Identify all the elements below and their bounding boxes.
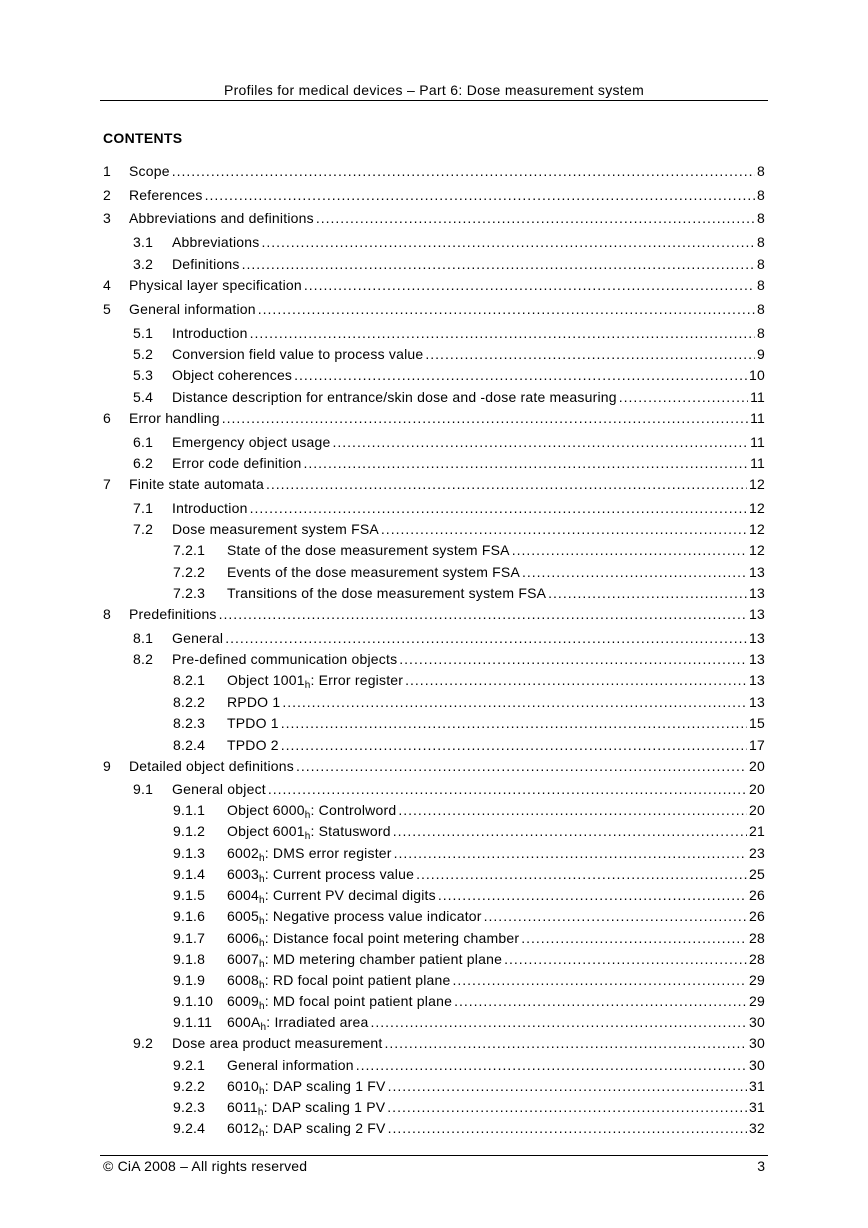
toc-entry-page: 13 [749, 630, 765, 646]
toc-entry-page: 12 [749, 542, 765, 558]
toc-entry[interactable] [103, 972, 765, 993]
toc-entry[interactable] [103, 585, 765, 606]
toc-entry-title: Error code definition [172, 455, 302, 471]
footer-copyright: © CiA 2008 – All rights reserved [103, 1158, 308, 1174]
toc-entry-page: 30 [749, 1057, 765, 1073]
toc-leader-dots [484, 908, 747, 924]
toc-leader-dots [388, 1120, 747, 1136]
toc-entry-number: 8.2.3 [173, 715, 206, 731]
toc-entry-number: 9 [103, 758, 111, 774]
toc-leader-dots [504, 951, 747, 967]
toc-entry-page: 8 [757, 301, 765, 317]
toc-entry[interactable] [103, 256, 765, 277]
toc-entry-title: Introduction [172, 500, 248, 516]
toc-entry-page: 26 [749, 887, 765, 903]
toc-leader-dots [281, 737, 747, 753]
toc-entry[interactable] [103, 630, 765, 651]
toc-entry[interactable] [103, 606, 765, 627]
toc-entry-page: 11 [750, 410, 765, 426]
toc-entry-page: 29 [749, 972, 765, 988]
toc-entry-number: 3.1 [133, 234, 154, 250]
toc-entry-number: 9.1 [133, 781, 154, 797]
toc-entry-title: $6007_h$: MD metering chamber patient plane [227, 951, 503, 970]
toc-entry[interactable] [103, 651, 765, 672]
toc-entry-title: Conversion field value to process value [172, 346, 424, 362]
hex-subscript: h [257, 1107, 264, 1118]
toc-entry-page: 13 [749, 564, 765, 580]
toc-entry[interactable] [103, 367, 765, 388]
toc-entry-page: 8 [757, 325, 765, 341]
toc-entry-number: 9.1.1 [173, 802, 206, 818]
toc-leader-dots [405, 672, 747, 688]
toc-leader-dots [398, 802, 747, 818]
toc-entry-title: $6009_h$: MD focal point patient plane [227, 993, 453, 1012]
toc-entry-number: 6.1 [133, 434, 154, 450]
toc-leader-dots [250, 500, 747, 516]
toc-entry-title: $6004_h$: Current PV decimal digits [227, 887, 436, 906]
toc-entry-title: Object $6001_h$: Statusword [227, 823, 391, 842]
toc-leader-dots [172, 163, 755, 179]
toc-entry[interactable] [103, 410, 765, 431]
toc-entry[interactable] [103, 187, 765, 208]
toc-entry-number: 9.1.6 [173, 908, 206, 924]
toc-entry-number: 8.1 [133, 630, 154, 646]
toc-entry-page: 10 [749, 367, 765, 383]
toc-entry[interactable] [103, 542, 765, 563]
toc-entry-page: 20 [749, 758, 765, 774]
toc-leader-dots [304, 455, 749, 471]
toc-entry-title: Dose measurement system FSA [172, 521, 379, 537]
toc-entry[interactable] [103, 694, 765, 715]
hex-subscript: h [304, 831, 311, 842]
toc-entry[interactable] [103, 951, 765, 972]
toc-entry-number: 5.1 [133, 325, 154, 341]
hex-subscript: h [258, 895, 265, 906]
toc-entry-page: 13 [749, 606, 765, 622]
hex-subscript: h [258, 938, 265, 949]
toc-entry[interactable] [103, 993, 765, 1014]
toc-entry-page: 13 [749, 585, 765, 601]
toc-entry[interactable] [103, 866, 765, 887]
hex-subscript: h [258, 916, 265, 927]
toc-leader-dots [453, 972, 748, 988]
toc-entry-number: 8.2.2 [173, 694, 206, 710]
toc-entry[interactable] [103, 389, 765, 410]
toc-entry-title: Distance description for entrance/skin dose and -dose rate measuring [172, 389, 617, 405]
toc-entry[interactable] [103, 1014, 765, 1035]
toc-entry-number: 9.2.1 [173, 1057, 206, 1073]
toc-entry-number: 2 [103, 187, 111, 203]
footer-page-number: 3 [757, 1158, 765, 1174]
footer-rule [100, 1155, 768, 1156]
toc-entry-page: 30 [749, 1035, 765, 1051]
page-header-title: Profiles for medical devices – Part 6: Dose measurement system [223, 82, 645, 98]
toc-entry[interactable] [103, 564, 765, 585]
toc-entry-page: 11 [750, 455, 765, 471]
toc-entry-page: 29 [749, 993, 765, 1009]
toc-entry-number: 7.2.3 [173, 585, 206, 601]
toc-entry-title: Finite state automata [129, 476, 264, 492]
toc-entry-number: 3.2 [133, 256, 154, 272]
toc-entry-title: $6012_h$: DAP scaling 2 FV [227, 1120, 386, 1139]
toc-entry[interactable] [103, 887, 765, 908]
toc-entry-number: 7.2.2 [173, 564, 206, 580]
hex-subscript: h [304, 810, 311, 821]
toc-entry[interactable] [103, 715, 765, 736]
toc-leader-dots [371, 1014, 748, 1030]
toc-entry-page: 23 [749, 845, 765, 861]
toc-entry-page: 11 [750, 434, 765, 450]
toc-entry[interactable] [103, 823, 765, 844]
contents-heading: CONTENTS [103, 130, 183, 146]
toc-leader-dots [225, 630, 747, 646]
toc-entry-title: Transitions of the dose measurement system FSA [227, 585, 547, 601]
toc-entry-page: 31 [749, 1078, 765, 1094]
toc-entry[interactable] [103, 908, 765, 929]
hex-subscript: h [258, 980, 265, 991]
toc-leader-dots [222, 410, 748, 426]
toc-entry[interactable] [103, 1099, 765, 1120]
toc-entry-title: Pre-defined communication objects [172, 651, 398, 667]
toc-entry-title: Introduction [172, 325, 248, 341]
toc-entry-number: 5 [103, 301, 111, 317]
toc-entry[interactable] [103, 476, 765, 497]
toc-entry-title: Emergency object usage [172, 434, 331, 450]
toc-leader-dots [219, 606, 747, 622]
toc-entry-title: TPDO 2 [227, 737, 279, 753]
toc-entry-number: 5.2 [133, 346, 154, 362]
toc-entry-number: 4 [103, 277, 111, 293]
toc-leader-dots [548, 585, 747, 601]
toc-leader-dots [205, 187, 755, 203]
toc-entry-title: $600A_h$: Irradiated area [227, 1014, 369, 1033]
toc-entry-title: $6010_h$: DAP scaling 1 FV [227, 1078, 386, 1097]
toc-leader-dots [619, 389, 748, 405]
toc-entry-title: Object coherences [172, 367, 293, 383]
toc-entry-title: $6002_h$: DMS error register [227, 845, 392, 864]
toc-leader-dots [416, 866, 747, 882]
toc-leader-dots [261, 234, 755, 250]
toc-entry-number: 9.1.7 [173, 930, 206, 946]
toc-leader-dots [296, 758, 747, 774]
toc-entry-page: 8 [757, 210, 765, 226]
toc-entry-number: 9.2 [133, 1035, 154, 1051]
toc-entry-title: Scope [129, 163, 170, 179]
toc-entry-number: 9.1.3 [173, 845, 206, 861]
toc-entry-title: State of the dose measurement system FSA [227, 542, 510, 558]
toc-entry-title: Error handling [129, 410, 220, 426]
hex-subscript: h [258, 1001, 265, 1012]
toc-entry-page: 13 [749, 651, 765, 667]
toc-entry[interactable] [103, 1057, 765, 1078]
toc-leader-dots [425, 346, 755, 362]
toc-entry-number: 3 [103, 210, 111, 226]
toc-entry[interactable] [103, 163, 765, 184]
toc-entry-page: 30 [749, 1014, 765, 1030]
toc-leader-dots [316, 210, 755, 226]
toc-entry-number: 9.1.8 [173, 951, 206, 967]
toc-leader-dots [266, 476, 747, 492]
toc-entry[interactable] [103, 434, 765, 455]
toc-entry-title: Object $6000_h$: Controlword [227, 802, 397, 821]
toc-entry-number: 9.1.4 [173, 866, 206, 882]
toc-leader-dots [387, 1099, 747, 1115]
toc-entry-page: 21 [749, 823, 765, 839]
toc-leader-dots [333, 434, 749, 450]
toc-entry[interactable] [103, 500, 765, 521]
toc-entry-number: 7.2 [133, 521, 154, 537]
toc-entry-number: 8.2.1 [173, 672, 206, 688]
toc-entry-number: 9.1.2 [173, 823, 206, 839]
toc-entry-page: 8 [757, 256, 765, 272]
toc-leader-dots [250, 325, 755, 341]
toc-entry-title: General information [227, 1057, 354, 1073]
toc-entry-title: $6005_h$: Negative process value indicator [227, 908, 482, 927]
toc-entry[interactable] [103, 845, 765, 866]
hex-subscript: h [260, 1022, 267, 1033]
toc-entry-number: 7.1 [133, 500, 154, 516]
toc-entry-page: 13 [749, 694, 765, 710]
hex-subscript: h [258, 874, 265, 885]
toc-entry-page: 20 [749, 802, 765, 818]
toc-entry-number: 9.1.9 [173, 972, 206, 988]
toc-leader-dots [356, 1057, 747, 1073]
toc-entry-title: Definitions [172, 256, 240, 272]
toc-entry-number: 9.1.11 [173, 1014, 213, 1030]
toc-entry-page: 12 [749, 521, 765, 537]
toc-entry-number: 9.1.5 [173, 887, 206, 903]
toc-entry-page: 8 [757, 187, 765, 203]
toc-entry[interactable] [103, 758, 765, 779]
toc-entry-number: 9.2.4 [173, 1120, 206, 1136]
toc-leader-dots [294, 367, 747, 383]
toc-entry-page: 15 [749, 715, 765, 731]
toc-entry-page: 25 [749, 866, 765, 882]
toc-entry-title: Physical layer specification [129, 277, 302, 293]
toc-leader-dots [384, 1035, 747, 1051]
toc-entry[interactable] [103, 234, 765, 255]
toc-entry-title: RPDO 1 [227, 694, 281, 710]
toc-entry-title: Abbreviations [172, 234, 260, 250]
toc-leader-dots [258, 301, 755, 317]
toc-leader-dots [512, 542, 747, 558]
toc-entry-title: $6011_h$: DAP scaling 1 PV [227, 1099, 386, 1118]
toc-entry-page: 12 [749, 500, 765, 516]
toc-entry-title: General object [172, 781, 266, 797]
toc-entry[interactable] [103, 802, 765, 823]
toc-leader-dots [282, 694, 747, 710]
toc-entry-number: 9.2.3 [173, 1099, 206, 1115]
toc-entry-page: 8 [757, 163, 765, 179]
toc-entry-title: TPDO 1 [227, 715, 279, 731]
toc-entry-page: 12 [749, 476, 765, 492]
toc-entry-title: $6003_h$: Current process value [227, 866, 415, 885]
toc-entry-title: Dose area product measurement [172, 1035, 383, 1051]
toc-entry[interactable] [103, 521, 765, 542]
toc-leader-dots [438, 887, 747, 903]
toc-leader-dots [304, 277, 755, 293]
toc-entry-title: Predefinitions [129, 606, 217, 622]
toc-entry-page: 11 [750, 389, 765, 405]
toc-entry-page: 13 [749, 672, 765, 688]
toc-entry-title: References [129, 187, 203, 203]
toc-entry[interactable] [103, 346, 765, 367]
toc-entry[interactable] [103, 672, 765, 693]
toc-entry[interactable] [103, 455, 765, 476]
toc-entry-title: Object $1001_h$: Error register [227, 672, 404, 691]
toc-entry-number: 9.2.2 [173, 1078, 206, 1094]
toc-entry[interactable] [103, 737, 765, 758]
toc-entry-page: 26 [749, 908, 765, 924]
toc-leader-dots [522, 564, 747, 580]
toc-entry-number: 6.2 [133, 455, 154, 471]
toc-entry-number: 7 [103, 476, 111, 492]
toc-leader-dots [242, 256, 755, 272]
toc-leader-dots [393, 823, 747, 839]
toc-entry-title: Abbreviations and definitions [129, 210, 314, 226]
toc-entry-number: 5.3 [133, 367, 154, 383]
toc-leader-dots [454, 993, 747, 1009]
toc-entry-page: 20 [749, 781, 765, 797]
hex-subscript: h [258, 959, 265, 970]
toc-entry[interactable] [103, 325, 765, 346]
toc-entry-title: General [172, 630, 224, 646]
toc-entry[interactable] [103, 1078, 765, 1099]
toc-entry-number: 1 [103, 163, 111, 179]
toc-entry[interactable] [103, 277, 765, 298]
hex-subscript: h [304, 680, 311, 691]
toc-entry-page: 28 [749, 930, 765, 946]
toc-entry-title: Detailed object definitions [129, 758, 294, 774]
hex-subscript: h [258, 853, 265, 864]
toc-entry-title: $6008_h$: RD focal point patient plane [227, 972, 451, 991]
toc-entry-number: 8 [103, 606, 111, 622]
toc-entry-page: 32 [749, 1120, 765, 1136]
toc-entry-number: 9.1.10 [173, 993, 214, 1009]
toc-entry-page: 28 [749, 951, 765, 967]
toc-leader-dots [399, 651, 747, 667]
toc-leader-dots [268, 781, 747, 797]
toc-entry[interactable] [103, 781, 765, 802]
header-rule [100, 100, 768, 101]
toc-entry[interactable] [103, 210, 765, 231]
toc-entry-page: 8 [757, 234, 765, 250]
toc-entry[interactable] [103, 1035, 765, 1056]
toc-entry[interactable] [103, 301, 765, 322]
toc-entry-number: 6 [103, 410, 111, 426]
toc-entry-number: 5.4 [133, 389, 154, 405]
toc-entry-page: 9 [757, 346, 765, 362]
toc-entry-page: 31 [749, 1099, 765, 1115]
toc-entry-page: 17 [749, 737, 765, 753]
toc-leader-dots [521, 930, 747, 946]
toc-entry-title: General information [129, 301, 256, 317]
toc-leader-dots [381, 521, 747, 537]
toc-entry-number: 7.2.1 [173, 542, 206, 558]
toc-entry-page: 8 [757, 277, 765, 293]
toc-entry[interactable] [103, 930, 765, 951]
hex-subscript: h [258, 1086, 265, 1097]
toc-leader-dots [388, 1078, 747, 1094]
toc-entry-title: Events of the dose measurement system FSA [227, 564, 520, 580]
hex-subscript: h [258, 1128, 265, 1139]
toc-entry-number: 8.2.4 [173, 737, 206, 753]
toc-leader-dots [394, 845, 747, 861]
toc-entry-number: 8.2 [133, 651, 154, 667]
toc-entry[interactable] [103, 1120, 765, 1141]
toc-leader-dots [281, 715, 747, 731]
toc-entry-title: $6006_h$: Distance focal point metering chamber [227, 930, 520, 949]
